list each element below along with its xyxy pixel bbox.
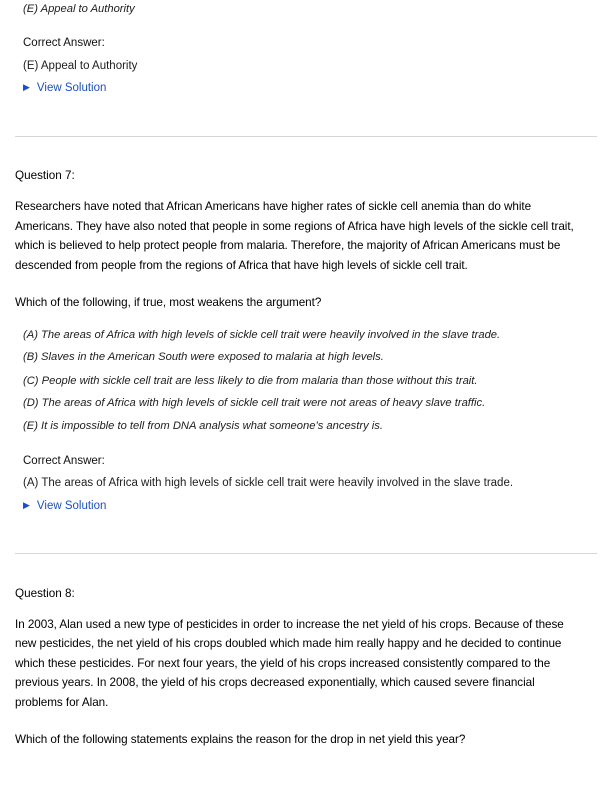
q7-option-a[interactable]: (A) The areas of Africa with high levels of sickle cell trait were heavily involved in the slave trade. [23, 329, 501, 341]
q6-correct-answer: (E) Appeal to Authority [23, 60, 138, 72]
q8-passage-line: new pesticides, the net yield of his crops doubled which made him really happy and he decided to continue [15, 637, 562, 650]
q7-view-solution-button[interactable] [23, 500, 106, 512]
q7-passage-line: which is believed to help protect people from malaria. Therefore, the majority of African Americans must be [15, 239, 561, 252]
q7-passage-line: Researchers have noted that African Americans have higher rates of sickle cell anemia than do white [15, 200, 532, 213]
q8-passage-line: previous years. In 2008, the yield of his crops decreased exponentially, which caused severe financial [15, 676, 535, 689]
q7-option-b[interactable]: (B) Slaves in the American South were exposed to malaria at high levels. [23, 351, 384, 363]
q7-label: Question 7: [15, 169, 75, 182]
q8-passage-line: In 2003, Alan used a new type of pesticides in order to increase the net yield of his crops. Because of these [15, 618, 564, 631]
divider [15, 553, 597, 554]
q7-passage-line: descended from people from the regions of Africa that have high levels of sickle cell trait. [15, 259, 468, 272]
divider [15, 136, 597, 137]
q7-passage-line: Americans. They have also noted that people in some regions of Africa have high levels of the sickle cell trait, [15, 220, 574, 233]
q7-option-c[interactable]: (C) People with sickle cell trait are less likely to die from malaria than those without this trait. [23, 375, 478, 387]
q7-option-d[interactable]: (D) The areas of Africa with high levels of sickle cell trait were not areas of heavy slave traffic. [23, 397, 486, 409]
q8-prompt: Which of the following statements explains the reason for the drop in net yield this year? [15, 733, 466, 746]
q6-view-solution-button[interactable] [23, 82, 106, 94]
view-solution-label: View Solution [36, 82, 107, 94]
q7-correct-answer: (A) The areas of Africa with high levels of sickle cell trait were heavily involved in the slave trade. [23, 477, 514, 489]
q7-option-e[interactable]: (E) It is impossible to tell from DNA analysis what someone’s ancestry is. [23, 420, 383, 432]
q8-passage-line: problems for Alan. [15, 696, 109, 709]
view-solution-label: View Solution [36, 500, 107, 512]
q7-prompt: Which of the following, if true, most weakens the argument? [15, 296, 322, 309]
q8-passage-line: which these pesticides. For next four years, the yield of his crops increased consistently compared to the [15, 657, 551, 670]
triangle-right-icon: ▶ [23, 82, 30, 92]
q7-correct-answer-label: Correct Answer: [23, 455, 105, 467]
q6-correct-answer-label: Correct Answer: [23, 37, 105, 49]
q6-option-e: (E) Appeal to Authority [23, 3, 135, 15]
q8-label: Question 8: [15, 587, 75, 600]
triangle-right-icon: ▶ [23, 500, 30, 510]
